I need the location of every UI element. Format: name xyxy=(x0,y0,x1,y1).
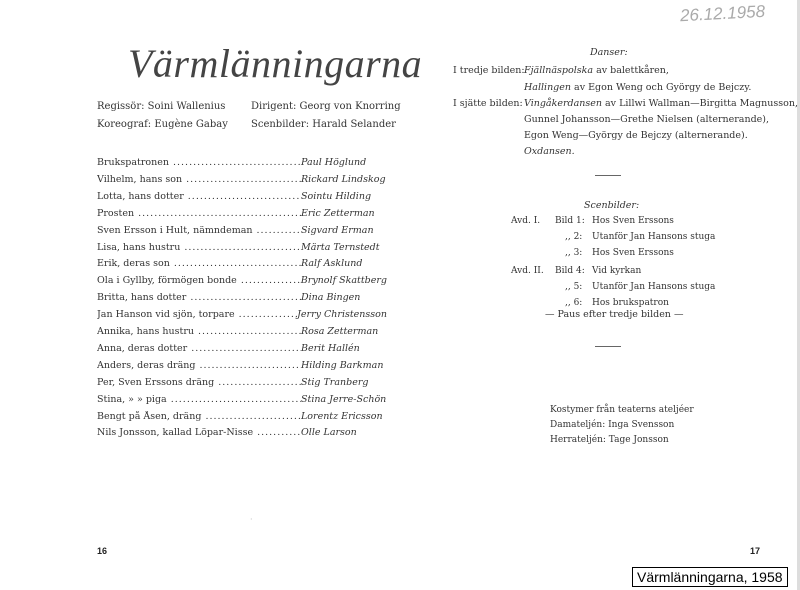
cast-row xyxy=(97,258,387,275)
cast-row xyxy=(97,225,387,242)
scene-place: Vid kyrkan xyxy=(592,266,642,276)
role-name: Lotta, hans dotter ..... xyxy=(97,191,301,202)
actor-name: Rosa Zetterman xyxy=(301,326,379,337)
cast-row xyxy=(97,174,387,191)
credit-scenery: Scenbilder: Harald Selander xyxy=(251,119,396,130)
actor-name: Brynolf Skattberg xyxy=(300,275,387,287)
costume-line: Kostymer från teaterns ateljéer xyxy=(550,405,694,415)
scenes-heading: Scenbilder: xyxy=(584,200,640,211)
credit-choreographer: Koreograf: Eugène Gabay xyxy=(97,119,228,130)
actor-name: Olle Larson xyxy=(301,427,357,439)
dance-line: Gunnel Johansson—Grethe Nielsen (alternerande), xyxy=(524,114,770,125)
actor-name: Eric Zetterman xyxy=(301,207,375,219)
page-title: Värmlänningarna xyxy=(128,41,423,86)
pause-note: — Paus efter tredje bilden — xyxy=(545,309,684,320)
role-name: Prosten ..... xyxy=(97,208,301,219)
page-number-left: 16 xyxy=(97,546,108,556)
handwritten-date: 26.12.1958 xyxy=(679,1,766,26)
role-name: Sven Ersson i Hult, nämndeman ..... xyxy=(97,225,301,236)
scene-bild: Bild 1: xyxy=(555,216,585,226)
role-name: Erik, deras son ..... xyxy=(97,258,301,269)
scene-place: Utanför Jan Hansons stuga xyxy=(592,232,716,242)
dances-third-label: I tredje bilden: xyxy=(453,65,525,76)
cast-row xyxy=(97,292,387,309)
role-name: Nils Jonsson, kallad Löpar-Nisse ..... xyxy=(97,427,301,438)
cast-row xyxy=(97,427,387,444)
costume-line: Herrateljén: Tage Jonsson xyxy=(550,435,669,445)
actor-name: Dina Bingen xyxy=(301,292,361,304)
scene-act: Avd. II. xyxy=(511,266,544,276)
role-name: Annika, hans hustru ..... xyxy=(97,326,301,337)
actor-name: Sointu Hilding xyxy=(301,190,372,202)
cast-row xyxy=(97,343,387,360)
cast-row xyxy=(97,208,387,225)
cast-row xyxy=(97,191,387,208)
dance-line: Vingåkerdansen av Lillwi Wallman—Birgitta Magnusson, xyxy=(524,98,798,109)
cast-row xyxy=(97,377,387,394)
costume-line: Damateljén: Inga Svensson xyxy=(550,420,675,430)
actor-name: Märta Ternstedt xyxy=(301,241,380,253)
role-name: Lisa, hans hustru ..... xyxy=(97,242,301,253)
scene-place: Utanför Jan Hansons stuga xyxy=(592,282,716,292)
image-caption: Värmlänningarna, 1958 xyxy=(632,567,788,587)
cast-row xyxy=(97,411,387,428)
actor-name: Jerry Christensson xyxy=(297,309,387,321)
speck: · xyxy=(250,515,253,524)
scene-place: Hos Sven Erssons xyxy=(592,216,674,226)
scene-place: Hos Sven Erssons xyxy=(592,248,674,258)
dance-line: Egon Weng—György de Bejczy (alternerande). xyxy=(524,130,748,141)
actor-name: Stig Tranberg xyxy=(301,376,369,388)
actor-name: Lorentz Ericsson xyxy=(301,410,383,422)
role-name: Stina, » » piga ..... xyxy=(97,394,301,405)
role-name: Britta, hans dotter ..... xyxy=(97,292,301,303)
dances-heading: Danser: xyxy=(590,47,628,58)
role-name: Ola i Gyllby, förmögen bonde ..... xyxy=(97,275,301,286)
role-name: Anna, deras dotter ..... xyxy=(97,343,301,354)
scene-bild: ,, 3: xyxy=(565,248,583,258)
role-name: Brukspatronen ..... xyxy=(97,157,301,168)
cast-row xyxy=(97,326,387,343)
scene-bild: Bild 4: xyxy=(555,266,585,276)
scene-place: Hos brukspatron xyxy=(592,298,669,308)
credit-director: Regissör: Soini Wallenius xyxy=(97,101,226,112)
scene-act: Avd. I. xyxy=(511,216,541,226)
cast-row xyxy=(97,394,387,411)
cast-row xyxy=(97,309,387,326)
dance-line: Fjällnäspolska av balettkåren, xyxy=(524,65,669,76)
role-name: Vilhelm, hans son ..... xyxy=(97,174,301,185)
actor-name: Rickard Lindskog xyxy=(301,173,386,185)
cast-row xyxy=(97,360,387,377)
dance-line: Hallingen av Egon Weng och György de Bejczy. xyxy=(524,82,752,93)
scene-bild: ,, 2: xyxy=(565,232,583,242)
cast-row xyxy=(97,242,387,259)
actor-name: Paul Höglund xyxy=(301,157,367,168)
role-name: Jan Hanson vid sjön, torpare ..... xyxy=(97,309,297,320)
actor-name: Stina Jerre-Schön xyxy=(301,393,387,405)
cast-row xyxy=(97,157,387,174)
actor-name: Ralf Asklund xyxy=(301,258,363,270)
credit-conductor: Dirigent: Georg von Knorring xyxy=(251,101,401,112)
cast-row xyxy=(97,275,387,292)
scene-bild: ,, 6: xyxy=(565,298,583,308)
role-name: Anders, deras dräng ..... xyxy=(97,360,301,371)
scene-bild: ,, 5: xyxy=(565,282,583,292)
dance-line: Oxdansen. xyxy=(524,146,575,157)
actor-name: Sigvard Erman xyxy=(301,224,374,236)
actor-name: Hilding Barkman xyxy=(301,359,384,371)
page-number-right: 17 xyxy=(750,546,761,556)
dances-sixth-label: I sjätte bilden: xyxy=(453,98,523,109)
divider xyxy=(595,346,621,347)
role-name: Per, Sven Erssons dräng ..... xyxy=(97,377,301,388)
actor-name: Berit Hallén xyxy=(301,342,360,354)
divider xyxy=(595,175,621,176)
role-name: Bengt på Åsen, dräng ..... xyxy=(97,411,301,422)
